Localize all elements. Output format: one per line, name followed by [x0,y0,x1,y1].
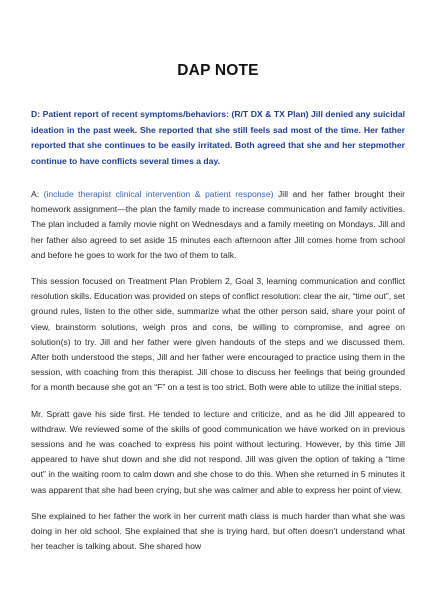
assessment-note: (include therapist clinical intervention & patient response) [43,189,274,199]
session-paragraph: This session focused on Treatment Plan Problem 2, Goal 3, learning communication and conflict resolution skills. Education was provided on steps of conflict resolution: clear the air, “time out”, set ground rules, listen to the other side, summarize what the other person said, share your point of view, brainstorm solutions, weigh pros and cons, be willing to compromise, and agree on solution(s) to try. Jill and her father were given handouts of the steps and we discussed them. After both understood the steps, Jill and her father were encouraged to practice using them in the session, with coaching from this therapist. Jill chose to discuss her feelings that being grounded for a month because she got an “F” on a test is too strict. Both were able to utilize the initial steps. [31,276,406,393]
assessment-paragraph [31,187,405,263]
assessment-text: Jill and her father brought their homework assignment—the plan the family made to increase communication and family activities. The plan included a family movie night on Wednesdays and a family meeting on Mondays. Jill and her father also agreed to set aside 15 minutes each afternoon after Jill comes home from school and before he goes to work for the two of them to talk. [31,189,405,260]
math-class-paragraph: She explained to her father the work in her current math class is much harder than what she was doing in her old school. She explained that she is trying hard, but often doesn’t understand what her teacher is talking about. She shared how [31,510,405,552]
assessment-label: A: [31,189,40,199]
document-title: DAP NOTE [177,62,259,79]
father-paragraph: Mr. Spratt gave his side first. He tended to lecture and criticize, and as he did Jill appeared to withdraw. We reviewed some of the skills of good communication we have worked on in previous sessions and he was coached to express his point without lecturing. However, by this time Jill appeared to have shut down and she did not respond. Jill was given the option of taking a “time out” in the waiting room to calm down and she chose to do this. When she returned in 5 minutes it was apparent that she had been crying, but she was calmer and able to express her point of view. [31,408,405,495]
data-section: D: Patient report of recent symptoms/behaviors: (R/T DX & TX Plan) Jill denied any suicidal ideation in the past week. She reported that she still feels sad most of the time. Her father reported that she continues to be easily irritated. Both agreed that she and her stepmother continue to have conflicts several times a day. [31,109,405,166]
